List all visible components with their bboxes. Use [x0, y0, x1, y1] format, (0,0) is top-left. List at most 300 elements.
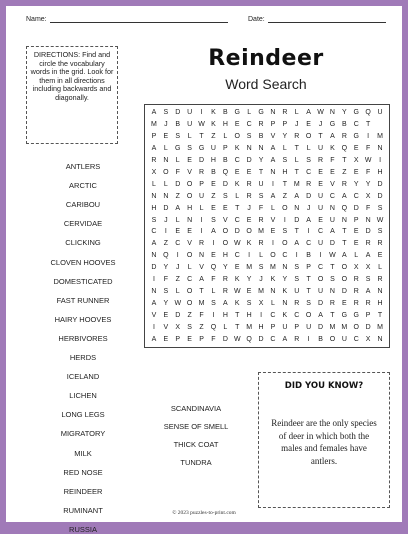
- grid-letter[interactable]: Q: [341, 204, 348, 212]
- grid-letter[interactable]: R: [306, 180, 312, 188]
- grid-letter[interactable]: T: [377, 311, 383, 319]
- grid-letter[interactable]: H: [222, 121, 228, 129]
- grid-letter[interactable]: P: [270, 323, 276, 331]
- grid-letter[interactable]: M: [377, 323, 383, 331]
- grid-letter[interactable]: M: [270, 264, 276, 272]
- grid-letter[interactable]: C: [318, 264, 324, 272]
- grid-letter[interactable]: N: [187, 216, 193, 224]
- grid-letter[interactable]: K: [234, 180, 240, 188]
- grid-letter[interactable]: Y: [163, 299, 169, 307]
- grid-letter[interactable]: T: [235, 204, 240, 212]
- grid-letter[interactable]: B: [342, 121, 347, 129]
- grid-letter[interactable]: D: [329, 240, 335, 248]
- grid-letter[interactable]: D: [199, 157, 205, 165]
- grid-letter[interactable]: V: [270, 216, 276, 224]
- grid-letter[interactable]: L: [163, 145, 168, 153]
- grid-letter[interactable]: C: [353, 192, 359, 200]
- grid-letter[interactable]: N: [329, 204, 335, 212]
- grid-letter[interactable]: U: [199, 192, 205, 200]
- grid-letter[interactable]: E: [318, 216, 323, 224]
- grid-letter[interactable]: R: [353, 299, 359, 307]
- grid-letter[interactable]: Z: [163, 240, 168, 248]
- grid-letter[interactable]: O: [186, 252, 193, 260]
- grid-letter[interactable]: C: [187, 276, 193, 284]
- grid-letter[interactable]: I: [164, 228, 167, 236]
- grid-letter[interactable]: N: [163, 192, 169, 200]
- grid-letter[interactable]: E: [234, 121, 240, 129]
- grid-letter[interactable]: O: [186, 299, 193, 307]
- grid-letter[interactable]: T: [199, 133, 204, 141]
- grid-letter[interactable]: N: [329, 109, 335, 117]
- grid-letter[interactable]: L: [270, 299, 275, 307]
- grid-letter[interactable]: D: [222, 180, 228, 188]
- grid-letter[interactable]: B: [306, 252, 311, 260]
- grid-letter[interactable]: T: [318, 133, 323, 141]
- grid-letter[interactable]: Q: [210, 264, 217, 272]
- grid-letter[interactable]: M: [258, 287, 264, 295]
- grid-letter[interactable]: U: [282, 323, 288, 331]
- grid-letter[interactable]: O: [186, 287, 193, 295]
- grid-letter[interactable]: O: [186, 180, 193, 188]
- grid-letter[interactable]: R: [258, 121, 264, 129]
- grid-letter[interactable]: Q: [341, 145, 348, 153]
- grid-letter[interactable]: O: [282, 240, 288, 248]
- grid-letter[interactable]: L: [223, 133, 228, 141]
- grid-letter[interactable]: U: [187, 121, 193, 129]
- grid-letter[interactable]: M: [293, 180, 300, 188]
- grid-letter[interactable]: T: [294, 145, 299, 153]
- grid-letter[interactable]: C: [329, 192, 335, 200]
- grid-letter[interactable]: M: [377, 133, 383, 141]
- grid-letter[interactable]: U: [341, 335, 347, 343]
- grid-letter[interactable]: E: [246, 216, 252, 224]
- grid-letter[interactable]: K: [282, 311, 288, 319]
- grid-letter[interactable]: A: [330, 133, 335, 141]
- grid-letter[interactable]: A: [151, 109, 157, 117]
- grid-letter[interactable]: U: [258, 180, 264, 188]
- grid-letter[interactable]: V: [223, 216, 228, 224]
- grid-letter[interactable]: D: [234, 228, 240, 236]
- grid-letter[interactable]: E: [211, 252, 216, 260]
- grid-letter[interactable]: L: [282, 145, 287, 153]
- grid-letter[interactable]: O: [305, 311, 312, 319]
- grid-letter[interactable]: L: [151, 180, 156, 188]
- grid-letter[interactable]: X: [353, 157, 359, 165]
- word-search-grid[interactable]: [144, 104, 390, 348]
- grid-letter[interactable]: X: [175, 323, 181, 331]
- grid-letter[interactable]: A: [211, 228, 216, 236]
- grid-letter[interactable]: A: [342, 252, 347, 260]
- grid-letter[interactable]: X: [151, 168, 157, 176]
- grid-letter[interactable]: T: [199, 287, 204, 295]
- grid-letter[interactable]: M: [329, 323, 336, 331]
- date-field[interactable]: [248, 16, 386, 23]
- grid-letter[interactable]: H: [282, 168, 288, 176]
- grid-letter[interactable]: K: [234, 145, 240, 153]
- grid-letter[interactable]: X: [353, 264, 359, 272]
- grid-letter[interactable]: P: [294, 323, 300, 331]
- grid-letter[interactable]: L: [354, 252, 359, 260]
- grid-letter[interactable]: N: [270, 287, 276, 295]
- grid-letter[interactable]: T: [366, 121, 371, 129]
- grid-letter[interactable]: N: [377, 335, 383, 343]
- grid-letter[interactable]: S: [151, 216, 157, 224]
- grid-letter[interactable]: C: [234, 216, 240, 224]
- grid-letter[interactable]: Z: [211, 133, 216, 141]
- grid-letter[interactable]: X: [365, 335, 371, 343]
- grid-letter[interactable]: S: [258, 264, 264, 272]
- grid-letter[interactable]: A: [151, 240, 157, 248]
- grid-letter[interactable]: A: [318, 311, 323, 319]
- grid-letter[interactable]: F: [366, 204, 371, 212]
- grid-letter[interactable]: R: [377, 276, 383, 284]
- grid-letter[interactable]: H: [258, 323, 264, 331]
- grid-letter[interactable]: Q: [222, 168, 229, 176]
- grid-letter[interactable]: L: [199, 204, 204, 212]
- grid-letter[interactable]: D: [318, 323, 324, 331]
- grid-letter[interactable]: E: [353, 168, 359, 176]
- grid-letter[interactable]: N: [270, 109, 276, 117]
- grid-letter[interactable]: S: [282, 157, 288, 165]
- grid-letter[interactable]: M: [246, 264, 253, 272]
- grid-letter[interactable]: I: [271, 180, 274, 188]
- grid-letter[interactable]: F: [211, 335, 216, 343]
- grid-letter[interactable]: O: [341, 264, 348, 272]
- grid-letter[interactable]: R: [294, 335, 300, 343]
- grid-letter[interactable]: U: [187, 109, 193, 117]
- grid-letter[interactable]: G: [329, 121, 336, 129]
- grid-letter[interactable]: D: [365, 228, 371, 236]
- grid-letter[interactable]: F: [330, 157, 335, 165]
- grid-letter[interactable]: D: [365, 323, 371, 331]
- grid-letter[interactable]: L: [294, 109, 299, 117]
- grid-letter[interactable]: S: [211, 299, 216, 307]
- grid-letter[interactable]: Q: [365, 109, 371, 117]
- grid-letter[interactable]: T: [306, 276, 311, 284]
- grid-letter[interactable]: S: [294, 264, 300, 272]
- grid-letter[interactable]: D: [246, 157, 252, 165]
- grid-letter[interactable]: T: [235, 323, 240, 331]
- grid-letter[interactable]: E: [163, 311, 169, 319]
- grid-letter[interactable]: O: [317, 276, 324, 284]
- grid-letter[interactable]: R: [365, 240, 371, 248]
- grid-letter[interactable]: G: [234, 109, 240, 117]
- grid-letter[interactable]: H: [377, 299, 383, 307]
- grid-letter[interactable]: Y: [353, 180, 359, 188]
- grid-letter[interactable]: F: [211, 276, 216, 284]
- grid-letter[interactable]: Y: [258, 157, 264, 165]
- grid-letter[interactable]: I: [379, 157, 382, 165]
- grid-letter[interactable]: N: [151, 287, 157, 295]
- grid-letter[interactable]: B: [223, 109, 228, 117]
- grid-letter[interactable]: V: [187, 168, 192, 176]
- grid-letter[interactable]: N: [282, 264, 288, 272]
- grid-letter[interactable]: E: [211, 204, 216, 212]
- grid-letter[interactable]: P: [151, 133, 157, 141]
- grid-letter[interactable]: A: [270, 192, 276, 200]
- grid-letter[interactable]: E: [223, 204, 228, 212]
- grid-letter[interactable]: S: [294, 276, 300, 284]
- grid-letter[interactable]: I: [200, 109, 203, 117]
- grid-letter[interactable]: P: [223, 145, 228, 153]
- grid-letter[interactable]: V: [187, 240, 192, 248]
- grid-letter[interactable]: I: [200, 228, 203, 236]
- grid-letter[interactable]: L: [378, 264, 382, 272]
- grid-letter[interactable]: R: [222, 276, 228, 284]
- grid-letter[interactable]: C: [306, 168, 312, 176]
- grid-letter[interactable]: N: [282, 299, 288, 307]
- grid-letter[interactable]: B: [211, 168, 216, 176]
- grid-letter[interactable]: R: [222, 287, 228, 295]
- grid-letter[interactable]: S: [246, 133, 252, 141]
- grid-letter[interactable]: R: [318, 157, 324, 165]
- grid-letter[interactable]: J: [247, 204, 251, 212]
- grid-letter[interactable]: E: [318, 168, 323, 176]
- grid-letter[interactable]: L: [163, 180, 168, 188]
- grid-letter[interactable]: R: [246, 180, 252, 188]
- grid-letter[interactable]: I: [260, 311, 263, 319]
- grid-letter[interactable]: X: [365, 264, 371, 272]
- grid-letter[interactable]: L: [175, 287, 180, 295]
- grid-letter[interactable]: A: [151, 299, 157, 307]
- grid-letter[interactable]: D: [294, 216, 300, 224]
- grid-letter[interactable]: T: [294, 228, 299, 236]
- grid-letter[interactable]: U: [294, 287, 300, 295]
- grid-letter[interactable]: L: [270, 204, 275, 212]
- grid-letter[interactable]: E: [353, 240, 359, 248]
- grid-letter[interactable]: W: [233, 335, 241, 343]
- grid-letter[interactable]: E: [187, 157, 192, 165]
- grid-letter[interactable]: R: [199, 240, 205, 248]
- grid-letter[interactable]: M: [198, 299, 205, 307]
- grid-letter[interactable]: E: [246, 287, 252, 295]
- grid-letter[interactable]: U: [377, 109, 383, 117]
- grid-letter[interactable]: S: [282, 228, 288, 236]
- grid-letter[interactable]: Y: [282, 133, 288, 141]
- grid-letter[interactable]: D: [175, 180, 181, 188]
- grid-letter[interactable]: V: [330, 180, 335, 188]
- grid-letter[interactable]: Q: [163, 252, 169, 260]
- grid-letter[interactable]: A: [151, 145, 157, 153]
- grid-letter[interactable]: S: [187, 145, 192, 153]
- grid-letter[interactable]: F: [366, 145, 371, 153]
- grid-letter[interactable]: T: [330, 311, 335, 319]
- grid-letter[interactable]: M: [151, 121, 157, 129]
- grid-letter[interactable]: F: [199, 311, 204, 319]
- grid-letter[interactable]: D: [318, 299, 324, 307]
- grid-letter[interactable]: Y: [365, 180, 371, 188]
- grid-letter[interactable]: R: [365, 299, 371, 307]
- grid-letter[interactable]: O: [353, 323, 359, 331]
- grid-letter[interactable]: I: [283, 216, 286, 224]
- grid-letter[interactable]: E: [246, 168, 252, 176]
- grid-letter[interactable]: [374, 119, 386, 131]
- grid-letter[interactable]: C: [151, 228, 157, 236]
- grid-letter[interactable]: Z: [175, 276, 180, 284]
- grid-letter[interactable]: Z: [199, 323, 204, 331]
- grid-letter[interactable]: L: [294, 157, 299, 165]
- grid-letter[interactable]: S: [223, 192, 228, 200]
- grid-letter[interactable]: L: [211, 287, 216, 295]
- grid-letter[interactable]: K: [234, 299, 240, 307]
- grid-letter[interactable]: H: [222, 311, 228, 319]
- grid-letter[interactable]: W: [233, 240, 241, 248]
- grid-letter[interactable]: A: [306, 216, 311, 224]
- grid-letter[interactable]: L: [187, 133, 192, 141]
- grid-letter[interactable]: S: [377, 228, 383, 236]
- grid-letter[interactable]: U: [318, 204, 324, 212]
- grid-letter[interactable]: M: [258, 228, 264, 236]
- grid-letter[interactable]: C: [282, 252, 288, 260]
- grid-letter[interactable]: A: [294, 192, 300, 200]
- grid-letter[interactable]: E: [330, 168, 335, 176]
- grid-letter[interactable]: I: [307, 335, 310, 343]
- grid-letter[interactable]: S: [246, 299, 252, 307]
- grid-letter[interactable]: E: [187, 335, 192, 343]
- grid-letter[interactable]: N: [163, 157, 169, 165]
- grid-letter[interactable]: E: [353, 145, 359, 153]
- grid-letter[interactable]: K: [282, 287, 288, 295]
- grid-letter[interactable]: N: [151, 192, 157, 200]
- grid-letter[interactable]: O: [329, 335, 336, 343]
- grid-letter[interactable]: I: [152, 323, 155, 331]
- grid-letter[interactable]: I: [152, 276, 155, 284]
- grid-letter[interactable]: A: [270, 145, 276, 153]
- grid-letter[interactable]: A: [175, 204, 181, 212]
- grid-letter[interactable]: I: [319, 252, 322, 260]
- grid-letter[interactable]: C: [246, 121, 252, 129]
- grid-letter[interactable]: E: [377, 252, 383, 260]
- grid-letter[interactable]: K: [270, 276, 276, 284]
- grid-letter[interactable]: A: [365, 287, 371, 295]
- grid-letter[interactable]: R: [329, 299, 335, 307]
- grid-letter[interactable]: X: [365, 192, 371, 200]
- grid-letter[interactable]: E: [270, 228, 276, 236]
- grid-letter[interactable]: P: [306, 264, 311, 272]
- grid-letter[interactable]: B: [258, 133, 264, 141]
- grid-letter[interactable]: N: [341, 216, 347, 224]
- grid-letter[interactable]: E: [211, 180, 216, 188]
- grid-letter[interactable]: C: [270, 311, 276, 319]
- grid-letter[interactable]: E: [306, 121, 311, 129]
- grid-letter[interactable]: U: [318, 240, 324, 248]
- grid-letter[interactable]: Y: [163, 264, 169, 272]
- grid-letter[interactable]: W: [364, 157, 372, 165]
- grid-letter[interactable]: R: [294, 133, 300, 141]
- grid-letter[interactable]: F: [163, 276, 168, 284]
- grid-letter[interactable]: U: [210, 145, 216, 153]
- grid-letter[interactable]: G: [341, 311, 348, 319]
- grid-letter[interactable]: D: [175, 311, 181, 319]
- grid-letter[interactable]: N: [258, 145, 264, 153]
- grid-letter[interactable]: K: [234, 276, 240, 284]
- grid-letter[interactable]: T: [342, 240, 347, 248]
- grid-letter[interactable]: L: [259, 252, 263, 260]
- grid-letter[interactable]: O: [246, 228, 252, 236]
- grid-letter[interactable]: A: [151, 335, 157, 343]
- grid-letter[interactable]: Z: [175, 192, 180, 200]
- grid-letter[interactable]: S: [258, 192, 264, 200]
- grid-letter[interactable]: T: [306, 287, 311, 295]
- grid-letter[interactable]: H: [151, 204, 157, 212]
- grid-letter[interactable]: P: [199, 335, 204, 343]
- grid-letter[interactable]: J: [175, 264, 180, 272]
- grid-letter[interactable]: J: [164, 121, 168, 129]
- grid-letter[interactable]: D: [377, 192, 383, 200]
- grid-letter[interactable]: U: [306, 323, 312, 331]
- grid-letter[interactable]: V: [270, 133, 276, 141]
- grid-letter[interactable]: G: [175, 145, 181, 153]
- grid-letter[interactable]: W: [329, 252, 336, 260]
- grid-letter[interactable]: Q: [210, 323, 217, 331]
- grid-letter[interactable]: J: [259, 276, 263, 284]
- grid-letter[interactable]: O: [163, 168, 169, 176]
- grid-letter[interactable]: E: [175, 228, 181, 236]
- grid-letter[interactable]: H: [210, 157, 216, 165]
- grid-letter[interactable]: D: [377, 180, 383, 188]
- grid-letter[interactable]: R: [353, 276, 359, 284]
- grid-letter[interactable]: V: [151, 311, 157, 319]
- grid-letter[interactable]: R: [151, 157, 157, 165]
- grid-letter[interactable]: A: [342, 192, 347, 200]
- grid-letter[interactable]: W: [174, 299, 182, 307]
- grid-letter[interactable]: E: [353, 228, 359, 236]
- grid-letter[interactable]: O: [186, 192, 193, 200]
- grid-letter[interactable]: Z: [282, 192, 287, 200]
- grid-letter[interactable]: O: [222, 240, 229, 248]
- grid-letter[interactable]: D: [258, 335, 264, 343]
- grid-letter[interactable]: G: [198, 145, 205, 153]
- grid-letter[interactable]: C: [175, 240, 181, 248]
- grid-letter[interactable]: A: [282, 335, 288, 343]
- grid-letter[interactable]: D: [163, 204, 169, 212]
- grid-letter[interactable]: A: [330, 228, 335, 236]
- grid-letter[interactable]: L: [223, 323, 228, 331]
- grid-letter[interactable]: E: [187, 228, 192, 236]
- grid-letter[interactable]: S: [163, 109, 169, 117]
- grid-letter[interactable]: N: [199, 252, 205, 260]
- grid-letter[interactable]: K: [211, 121, 216, 129]
- grid-letter[interactable]: T: [342, 157, 347, 165]
- grid-letter[interactable]: R: [246, 192, 252, 200]
- grid-letter[interactable]: A: [365, 252, 371, 260]
- grid-letter[interactable]: S: [211, 216, 216, 224]
- grid-letter[interactable]: O: [282, 204, 288, 212]
- grid-letter[interactable]: C: [306, 240, 312, 248]
- grid-letter[interactable]: T: [258, 168, 264, 176]
- grid-letter[interactable]: C: [234, 252, 240, 260]
- grid-letter[interactable]: S: [365, 276, 371, 284]
- grid-letter[interactable]: S: [187, 323, 192, 331]
- grid-letter[interactable]: E: [234, 264, 240, 272]
- name-field[interactable]: [26, 16, 228, 23]
- grid-letter[interactable]: L: [247, 109, 252, 117]
- grid-letter[interactable]: Z: [211, 192, 216, 200]
- grid-letter[interactable]: P: [175, 335, 181, 343]
- grid-letter[interactable]: A: [294, 240, 300, 248]
- grid-letter[interactable]: G: [353, 109, 359, 117]
- grid-letter[interactable]: R: [258, 240, 264, 248]
- grid-letter[interactable]: R: [353, 287, 359, 295]
- grid-letter[interactable]: J: [318, 121, 323, 129]
- grid-letter[interactable]: R: [258, 216, 264, 224]
- grid-letter[interactable]: O: [341, 276, 348, 284]
- grid-letter[interactable]: C: [318, 228, 324, 236]
- grid-letter[interactable]: F: [175, 168, 180, 176]
- grid-letter[interactable]: T: [294, 168, 299, 176]
- grid-letter[interactable]: G: [353, 311, 359, 319]
- grid-letter[interactable]: Y: [282, 276, 288, 284]
